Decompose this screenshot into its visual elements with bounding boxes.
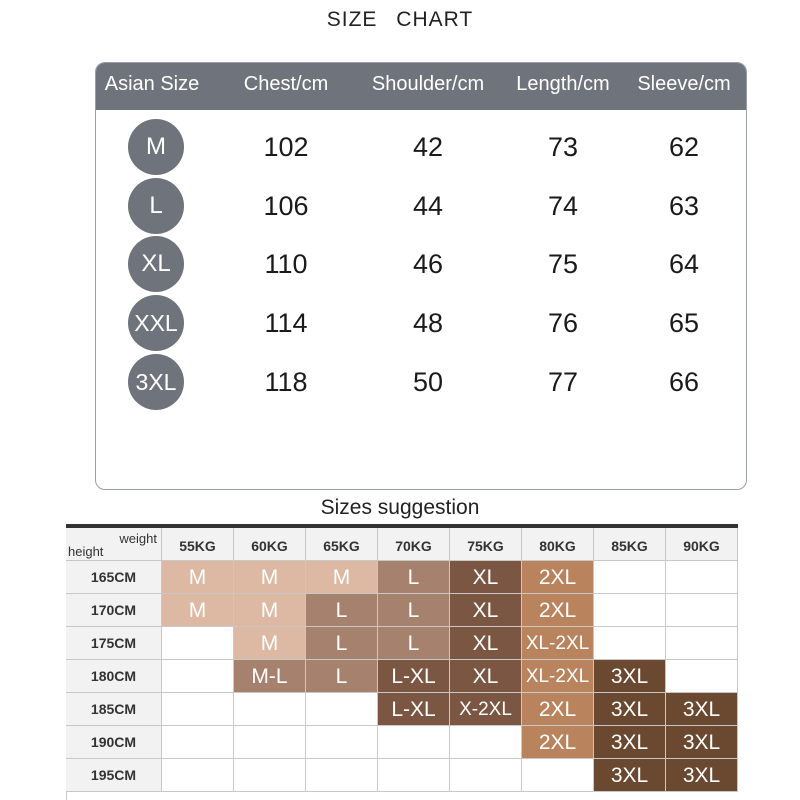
- weight-header: 75KG: [450, 528, 522, 561]
- suggestion-cell: M: [306, 561, 378, 594]
- header-chest: Chest/cm: [243, 73, 329, 95]
- header-length: Length/cm: [516, 73, 610, 95]
- length-value: 77: [547, 367, 579, 397]
- suggestion-cell: M: [162, 594, 234, 627]
- shoulder-value: 44: [412, 191, 444, 221]
- shoulder-value: 42: [412, 132, 444, 162]
- height-label: 185CM: [66, 693, 162, 726]
- suggestion-cell: [162, 726, 234, 759]
- corner-weight-label: weight: [119, 531, 157, 546]
- suggestion-cell: [522, 759, 594, 792]
- grid-corner: [66, 528, 162, 561]
- suggestion-cell: 3XL: [666, 759, 738, 792]
- sleeve-value: 63: [668, 191, 700, 221]
- size-badge: 3XL: [128, 354, 184, 410]
- height-label: 195CM: [66, 759, 162, 792]
- suggestion-cell: [450, 759, 522, 792]
- shoulder-value: 50: [412, 367, 444, 397]
- suggestion-cell: XL-2XL: [522, 660, 594, 693]
- size-row: [96, 176, 746, 234]
- suggestion-cell: M: [234, 561, 306, 594]
- suggestion-cell: 3XL: [666, 726, 738, 759]
- height-label: 170CM: [66, 594, 162, 627]
- chest-value: 106: [263, 191, 309, 221]
- height-label: 190CM: [66, 726, 162, 759]
- sleeve-value: 65: [668, 308, 700, 338]
- length-value: 73: [547, 132, 579, 162]
- suggestion-cell: X-2XL: [450, 693, 522, 726]
- suggestion-cell: XL: [450, 594, 522, 627]
- suggestion-cell: [594, 627, 666, 660]
- page-title: SIZE CHART: [326, 8, 474, 31]
- suggestion-cell: XL-2XL: [522, 627, 594, 660]
- suggestion-cell: M: [234, 627, 306, 660]
- suggestion-cell: 3XL: [666, 693, 738, 726]
- size-chart-header: [96, 63, 746, 110]
- suggestion-cell: L: [306, 660, 378, 693]
- suggestion-cell: XL: [450, 561, 522, 594]
- suggestion-cell: 2XL: [522, 561, 594, 594]
- height-label: 175CM: [66, 627, 162, 660]
- suggestion-cell: 2XL: [522, 594, 594, 627]
- sleeve-value: 66: [668, 367, 700, 397]
- suggestion-cell: [594, 561, 666, 594]
- suggestion-cell: [162, 660, 234, 693]
- size-suggestion-grid: [66, 524, 738, 800]
- suggestion-cell: [234, 693, 306, 726]
- weight-header: 80KG: [522, 528, 594, 561]
- suggestion-cell: M-L: [234, 660, 306, 693]
- size-row: [96, 117, 746, 175]
- size-row: [96, 352, 746, 410]
- suggestion-cell: [234, 759, 306, 792]
- size-badge: M: [128, 119, 184, 175]
- chest-value: 102: [263, 132, 309, 162]
- shoulder-value: 46: [412, 249, 444, 279]
- suggestion-cell: [378, 759, 450, 792]
- size-row: [96, 293, 746, 351]
- suggestion-cell: [450, 726, 522, 759]
- suggestion-cell: M: [162, 561, 234, 594]
- sleeve-value: 64: [668, 249, 700, 279]
- suggestion-cell: [666, 594, 738, 627]
- suggestion-cell: [306, 693, 378, 726]
- suggestion-cell: [306, 759, 378, 792]
- suggestion-cell: L: [378, 627, 450, 660]
- length-value: 74: [547, 191, 579, 221]
- chest-value: 110: [264, 249, 308, 279]
- suggestion-cell: [234, 726, 306, 759]
- sizes-suggestion-title: Sizes suggestion: [320, 496, 480, 519]
- suggestion-cell: [306, 726, 378, 759]
- suggestion-cell: XL: [450, 660, 522, 693]
- weight-header: 70KG: [378, 528, 450, 561]
- suggestion-cell: [666, 627, 738, 660]
- suggestion-cell: 2XL: [522, 726, 594, 759]
- suggestion-cell: L-XL: [378, 693, 450, 726]
- suggestion-cell: L: [306, 627, 378, 660]
- shoulder-value: 48: [412, 308, 444, 338]
- suggestion-cell: M: [234, 594, 306, 627]
- size-badge: XXL: [128, 295, 184, 351]
- suggestion-cell: [378, 726, 450, 759]
- suggestion-cell: 3XL: [594, 693, 666, 726]
- suggestion-cell: L: [378, 594, 450, 627]
- weight-header: 60KG: [234, 528, 306, 561]
- header-sleeve: Sleeve/cm: [637, 73, 731, 95]
- suggestion-cell: L: [378, 561, 450, 594]
- weight-header: 55KG: [162, 528, 234, 561]
- height-label: 180CM: [66, 660, 162, 693]
- suggestion-cell: 3XL: [594, 759, 666, 792]
- suggestion-cell: [162, 693, 234, 726]
- chest-value: 114: [264, 308, 308, 338]
- size-badge: L: [128, 178, 184, 234]
- header-asian-size: Asian Size: [104, 73, 200, 95]
- header-shoulder: Shoulder/cm: [371, 73, 485, 95]
- size-badge: XL: [128, 236, 184, 292]
- suggestion-cell: [162, 759, 234, 792]
- weight-header: 65KG: [306, 528, 378, 561]
- size-chart-table: [95, 62, 747, 490]
- weight-header: 85KG: [594, 528, 666, 561]
- suggestion-cell: XL: [450, 627, 522, 660]
- length-value: 76: [547, 308, 579, 338]
- suggestion-cell: L: [306, 594, 378, 627]
- suggestion-cell: [666, 660, 738, 693]
- suggestion-cell: [594, 594, 666, 627]
- corner-height-label: height: [68, 544, 104, 559]
- height-label: 165CM: [66, 561, 162, 594]
- size-row: [96, 234, 746, 292]
- suggestion-cell: 3XL: [594, 660, 666, 693]
- length-value: 75: [547, 249, 579, 279]
- suggestion-cell: 2XL: [522, 693, 594, 726]
- chest-value: 118: [264, 367, 308, 397]
- suggestion-cell: L-XL: [378, 660, 450, 693]
- sleeve-value: 62: [668, 132, 700, 162]
- weight-header: 90KG: [666, 528, 738, 561]
- suggestion-cell: [162, 627, 234, 660]
- suggestion-cell: [666, 561, 738, 594]
- suggestion-cell: 3XL: [594, 726, 666, 759]
